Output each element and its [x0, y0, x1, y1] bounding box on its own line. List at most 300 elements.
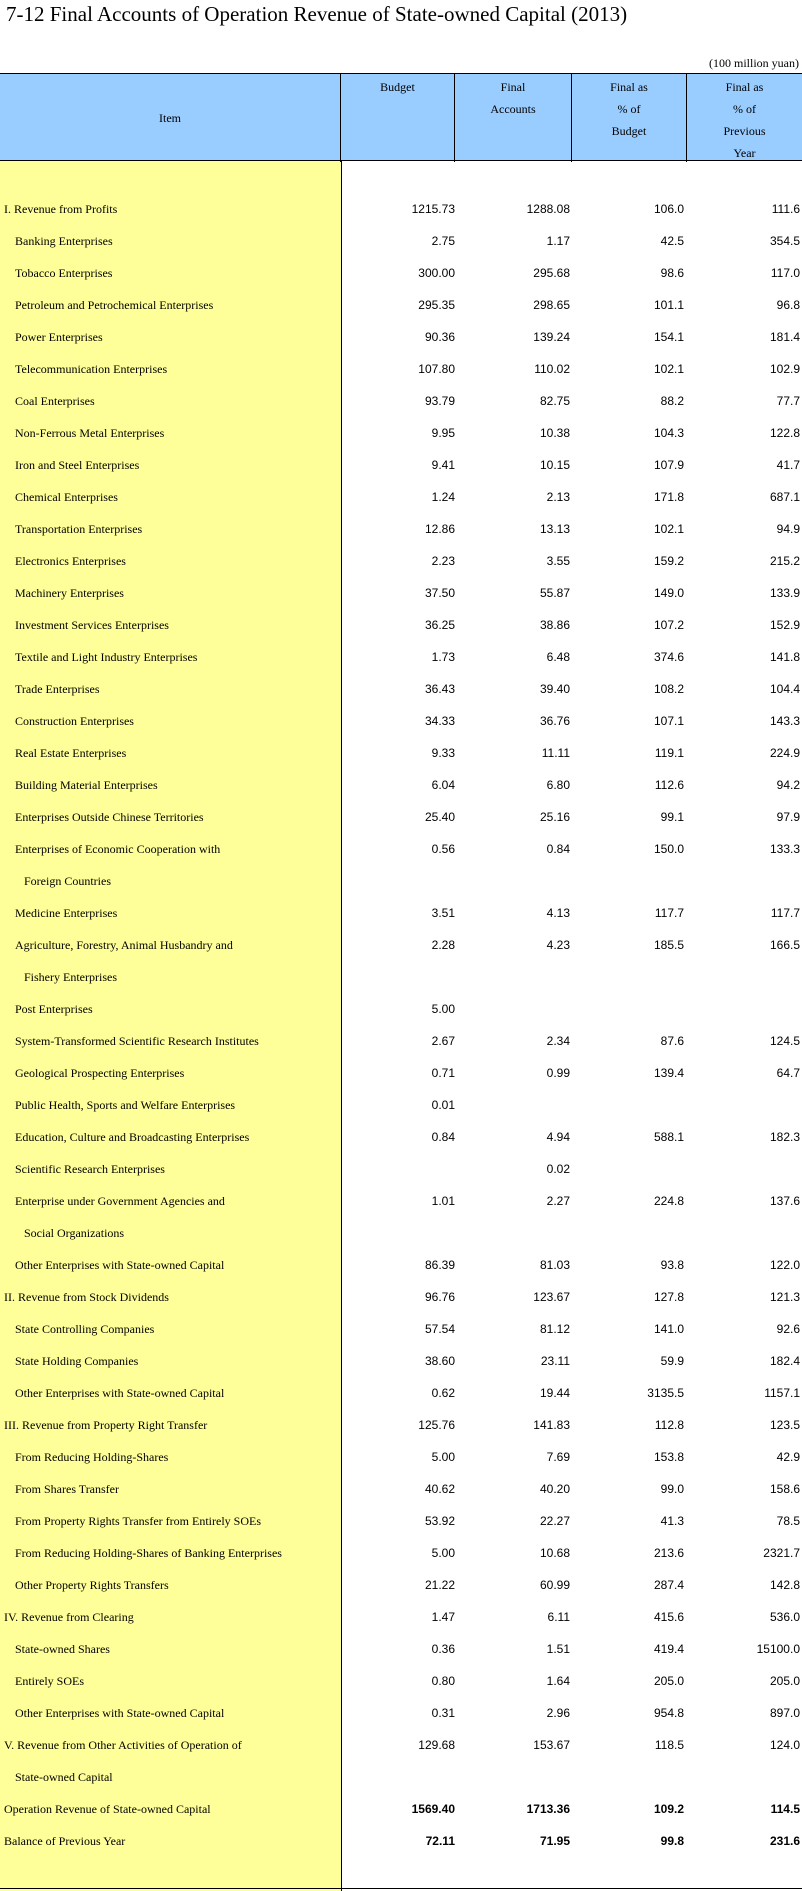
cell-pct-budget: 171.8: [653, 490, 684, 504]
row-label: State-owned Capital: [15, 1770, 113, 1784]
cell-budget: 129.68: [418, 1738, 455, 1752]
table-row: [0, 513, 802, 545]
cell-final-accounts: 1.17: [546, 234, 570, 248]
cell-budget: 36.25: [424, 618, 455, 632]
cell-pct-previous-year: 102.9: [769, 362, 800, 376]
cell-pct-previous-year: 133.3: [769, 842, 800, 856]
cell-final-accounts: 298.65: [533, 298, 570, 312]
cell-pct-previous-year: 94.2: [776, 778, 800, 792]
cell-pct-budget: 93.8: [660, 1258, 684, 1272]
header-final-line: Accounts: [490, 102, 536, 116]
row-label: From Shares Transfer: [15, 1482, 119, 1496]
table-row: [0, 1121, 802, 1153]
cell-final-accounts: 13.13: [539, 522, 570, 536]
row-label: II. Revenue from Stock Dividends: [4, 1290, 169, 1304]
cell-pct-budget: 102.1: [653, 362, 684, 376]
cell-pct-previous-year: 536.0: [769, 1610, 800, 1624]
table-row: [0, 321, 802, 353]
cell-pct-previous-year: 122.0: [769, 1258, 800, 1272]
cell-pct-previous-year: 124.0: [769, 1738, 800, 1752]
cell-pct-previous-year: 215.2: [769, 554, 800, 568]
cell-final-accounts: 6.11: [547, 1610, 570, 1624]
row-label: From Reducing Holding-Shares: [15, 1450, 169, 1464]
row-label: Machinery Enterprises: [15, 586, 124, 600]
row-label: Enterprise under Government Agencies and: [15, 1194, 225, 1208]
row-label: Education, Culture and Broadcasting Enterprises: [15, 1130, 250, 1144]
cell-budget: 9.95: [431, 426, 455, 440]
row-label: Enterprises of Economic Cooperation with: [15, 842, 221, 856]
cell-budget: 2.67: [431, 1034, 455, 1048]
cell-pct-previous-year: 97.9: [776, 810, 800, 824]
cell-final-accounts: 2.96: [546, 1706, 570, 1720]
table-row: [0, 385, 802, 417]
cell-pct-previous-year: 117.0: [770, 266, 800, 280]
cell-budget: 21.22: [424, 1578, 455, 1592]
cell-budget: 0.31: [431, 1706, 455, 1720]
cell-final-accounts: 1.51: [546, 1642, 570, 1656]
cell-pct-previous-year: 96.8: [776, 298, 800, 312]
cell-budget: 5.00: [431, 1002, 455, 1016]
cell-pct-budget: 154.1: [653, 330, 684, 344]
header-final-line: Final: [500, 80, 526, 94]
header-pct-budget: [572, 74, 687, 162]
row-label: V. Revenue from Other Activities of Operation of: [4, 1738, 242, 1752]
cell-pct-budget: 127.8: [653, 1290, 684, 1304]
cell-pct-budget: 41.3: [660, 1514, 684, 1528]
cell-final-accounts: 81.12: [539, 1322, 570, 1336]
cell-pct-budget: 287.4: [653, 1578, 684, 1592]
cell-pct-budget: 101.1: [653, 298, 684, 312]
cell-pct-budget: 42.5: [660, 234, 684, 248]
cell-pct-previous-year: 121.3: [769, 1290, 800, 1304]
row-label: Investment Services Enterprises: [15, 618, 169, 632]
cell-budget: 0.84: [431, 1130, 455, 1144]
data-table: [0, 73, 802, 1891]
row-label: Agriculture, Forestry, Animal Husbandry and: [15, 938, 233, 952]
cell-pct-budget: 149.0: [653, 586, 684, 600]
header-final-accounts: [455, 74, 572, 162]
header-pct-prev-line: Previous: [723, 124, 766, 138]
table-row: [0, 1505, 802, 1537]
cell-budget: 0.80: [431, 1674, 455, 1688]
cell-final-accounts: 141.83: [533, 1418, 570, 1432]
cell-budget: 72.11: [425, 1834, 455, 1848]
cell-pct-previous-year: 687.1: [769, 490, 800, 504]
cell-pct-budget: 118.5: [654, 1738, 684, 1752]
cell-pct-previous-year: 142.8: [769, 1578, 800, 1592]
table-row: [0, 353, 802, 385]
cell-budget: 295.35: [418, 298, 455, 312]
cell-pct-budget: 87.6: [660, 1034, 684, 1048]
table-row: [0, 577, 802, 609]
cell-final-accounts: 2.27: [546, 1194, 570, 1208]
cell-pct-budget: 117.7: [654, 906, 684, 920]
table-row: [0, 801, 802, 833]
cell-final-accounts: 39.40: [539, 682, 570, 696]
cell-pct-budget: 98.6: [660, 266, 684, 280]
cell-pct-previous-year: 205.0: [769, 1674, 800, 1688]
table-row: [0, 1089, 802, 1121]
cell-final-accounts: 55.87: [539, 586, 570, 600]
cell-budget: 12.86: [424, 522, 455, 536]
cell-pct-budget: 205.0: [653, 1674, 684, 1688]
header-item-label: Item: [159, 111, 181, 125]
table-row: [0, 1665, 802, 1697]
cell-pct-previous-year: 182.4: [769, 1354, 800, 1368]
row-label: Trade Enterprises: [15, 682, 100, 696]
cell-pct-budget: 107.9: [653, 458, 684, 472]
row-label: Social Organizations: [24, 1226, 125, 1240]
table-row: [0, 1633, 802, 1665]
cell-pct-previous-year: 158.6: [769, 1482, 800, 1496]
cell-budget: 0.71: [431, 1066, 455, 1080]
table-row: [0, 1153, 802, 1185]
cell-pct-budget: 159.2: [653, 554, 684, 568]
cell-final-accounts: 36.76: [539, 714, 570, 728]
header-budget-label: Budget: [380, 80, 415, 94]
row-label: From Reducing Holding-Shares of Banking Enterprises: [15, 1546, 282, 1560]
cell-final-accounts: 7.69: [546, 1450, 570, 1464]
row-label: Other Enterprises with State-owned Capital: [15, 1706, 225, 1720]
cell-pct-previous-year: 122.8: [769, 426, 800, 440]
cell-pct-previous-year: 141.8: [769, 650, 800, 664]
header-pct-prev-line: Final as: [725, 80, 764, 94]
row-label: Construction Enterprises: [15, 714, 134, 728]
cell-pct-previous-year: 1157.1: [764, 1386, 800, 1400]
row-label: From Property Rights Transfer from Entirely SOEs: [15, 1514, 261, 1528]
cell-budget: 1.73: [431, 650, 455, 664]
row-label: Scientific Research Enterprises: [15, 1162, 165, 1176]
cell-budget: 1.47: [431, 1610, 455, 1624]
cell-budget: 34.33: [424, 714, 455, 728]
table-row: [0, 641, 802, 673]
cell-pct-previous-year: 42.9: [776, 1450, 800, 1464]
table-row: [0, 1217, 802, 1249]
row-label: Transportation Enterprises: [15, 522, 143, 536]
table-row: [0, 1793, 802, 1825]
header-pct-prev-line: Year: [733, 146, 756, 160]
cell-final-accounts: 23.11: [540, 1354, 570, 1368]
table-row: [0, 1281, 802, 1313]
cell-pct-previous-year: 94.9: [776, 522, 800, 536]
table-row: [0, 193, 802, 225]
table-row: [0, 1345, 802, 1377]
cell-budget: 36.43: [424, 682, 455, 696]
cell-final-accounts: 38.86: [539, 618, 570, 632]
row-label: Real Estate Enterprises: [15, 746, 127, 760]
table-body: [0, 193, 802, 1857]
cell-pct-previous-year: 117.7: [770, 906, 800, 920]
table-row: [0, 1409, 802, 1441]
cell-pct-previous-year: 77.7: [776, 394, 800, 408]
cell-budget: 1215.73: [411, 202, 455, 216]
table-row: [0, 449, 802, 481]
cell-pct-previous-year: 41.7: [776, 458, 800, 472]
cell-budget: 9.41: [431, 458, 455, 472]
row-label: Other Enterprises with State-owned Capital: [15, 1258, 225, 1272]
table-row: [0, 865, 802, 897]
cell-final-accounts: 10.68: [539, 1546, 570, 1560]
row-label: Iron and Steel Enterprises: [15, 458, 140, 472]
cell-final-accounts: 60.99: [539, 1578, 570, 1592]
row-label: Geological Prospecting Enterprises: [15, 1066, 185, 1080]
cell-pct-budget: 3135.5: [647, 1386, 684, 1400]
cell-budget: 0.36: [431, 1642, 455, 1656]
cell-pct-budget: 99.0: [660, 1482, 684, 1496]
cell-final-accounts: 4.13: [546, 906, 570, 920]
row-label: Operation Revenue of State-owned Capital: [4, 1802, 211, 1816]
cell-pct-previous-year: 182.3: [769, 1130, 800, 1144]
cell-final-accounts: 2.13: [546, 490, 570, 504]
cell-final-accounts: 123.67: [533, 1290, 570, 1304]
table-header: [0, 73, 802, 161]
cell-budget: 2.23: [431, 554, 455, 568]
table-row: [0, 1697, 802, 1729]
cell-budget: 1.24: [431, 490, 455, 504]
table-row: [0, 1729, 802, 1761]
cell-final-accounts: 0.99: [546, 1066, 570, 1080]
row-label: Public Health, Sports and Welfare Enterprises: [15, 1098, 236, 1112]
cell-pct-previous-year: 143.3: [769, 714, 800, 728]
cell-final-accounts: 25.16: [539, 810, 570, 824]
cell-pct-budget: 213.6: [653, 1546, 684, 1560]
cell-budget: 90.36: [424, 330, 455, 344]
table-row: [0, 1473, 802, 1505]
cell-final-accounts: 0.84: [546, 842, 570, 856]
cell-budget: 40.62: [424, 1482, 455, 1496]
table-row: [0, 833, 802, 865]
cell-final-accounts: 40.20: [539, 1482, 570, 1496]
row-label: Chemical Enterprises: [15, 490, 118, 504]
cell-pct-budget: 99.1: [660, 810, 684, 824]
cell-final-accounts: 4.94: [546, 1130, 570, 1144]
cell-budget: 6.04: [431, 778, 455, 792]
cell-pct-previous-year: 104.4: [769, 682, 800, 696]
table-row: [0, 481, 802, 513]
table-row: [0, 961, 802, 993]
cell-pct-budget: 112.8: [654, 1418, 684, 1432]
page-title: 7-12 Final Accounts of Operation Revenue of State-owned Capital (2013): [6, 2, 628, 26]
table-row: [0, 1185, 802, 1217]
cell-budget: 38.60: [424, 1354, 455, 1368]
table-row: [0, 929, 802, 961]
cell-final-accounts: 153.67: [533, 1738, 570, 1752]
cell-pct-budget: 112.6: [654, 778, 684, 792]
cell-pct-budget: 139.4: [653, 1066, 684, 1080]
row-label: Balance of Previous Year: [4, 1834, 126, 1848]
cell-final-accounts: 81.03: [539, 1258, 570, 1272]
table-row: [0, 609, 802, 641]
row-label: Non-Ferrous Metal Enterprises: [15, 426, 165, 440]
table-row: [0, 417, 802, 449]
cell-budget: 0.01: [431, 1098, 455, 1112]
row-label: Telecommunication Enterprises: [15, 362, 168, 376]
header-pct-budget-line: % of: [617, 102, 641, 116]
table-bottom-border: [0, 1888, 802, 1889]
cell-budget: 2.28: [431, 938, 455, 952]
table-row: [0, 545, 802, 577]
cell-budget: 2.75: [431, 234, 455, 248]
row-label: Other Enterprises with State-owned Capital: [15, 1386, 225, 1400]
cell-budget: 37.50: [424, 586, 455, 600]
row-label: Tobacco Enterprises: [15, 266, 113, 280]
cell-budget: 86.39: [424, 1258, 455, 1272]
cell-budget: 1.01: [431, 1194, 455, 1208]
cell-final-accounts: 4.23: [546, 938, 570, 952]
cell-pct-budget: 102.1: [653, 522, 684, 536]
cell-pct-budget: 415.6: [653, 1610, 684, 1624]
table-row: [0, 673, 802, 705]
table-row: [0, 289, 802, 321]
cell-final-accounts: 1.64: [546, 1674, 570, 1688]
cell-final-accounts: 2.34: [546, 1034, 570, 1048]
cell-pct-previous-year: 137.6: [769, 1194, 800, 1208]
cell-pct-previous-year: 152.9: [769, 618, 800, 632]
row-label: Enterprises Outside Chinese Territories: [15, 810, 204, 824]
row-label: I. Revenue from Profits: [4, 202, 118, 216]
cell-pct-previous-year: 181.4: [769, 330, 800, 344]
cell-budget: 125.76: [418, 1418, 455, 1432]
cell-budget: 3.51: [431, 906, 455, 920]
cell-pct-budget: 104.3: [653, 426, 684, 440]
cell-pct-previous-year: 92.6: [776, 1322, 800, 1336]
table-row: [0, 1569, 802, 1601]
cell-pct-budget: 59.9: [660, 1354, 684, 1368]
table-row: [0, 1601, 802, 1633]
row-label: IV. Revenue from Clearing: [4, 1610, 134, 1624]
header-budget: [341, 74, 455, 162]
table-row: [0, 993, 802, 1025]
cell-final-accounts: 139.24: [533, 330, 570, 344]
cell-budget: 96.76: [424, 1290, 455, 1304]
unit-note: (100 million yuan): [709, 56, 799, 70]
cell-budget: 107.80: [418, 362, 455, 376]
table-row: [0, 769, 802, 801]
cell-final-accounts: 1713.36: [526, 1802, 570, 1816]
cell-final-accounts: 71.95: [539, 1834, 570, 1848]
cell-pct-previous-year: 231.6: [769, 1834, 800, 1848]
cell-pct-budget: 141.0: [653, 1322, 684, 1336]
table-row: [0, 1313, 802, 1345]
row-label: Other Property Rights Transfers: [15, 1578, 169, 1592]
cell-final-accounts: 1288.08: [526, 202, 570, 216]
cell-pct-previous-year: 166.5: [769, 938, 800, 952]
cell-final-accounts: 3.55: [546, 554, 570, 568]
cell-pct-budget: 374.6: [653, 650, 684, 664]
cell-pct-budget: 107.1: [653, 714, 684, 728]
cell-pct-previous-year: 2321.7: [763, 1546, 800, 1560]
cell-pct-previous-year: 123.5: [769, 1418, 800, 1432]
cell-budget: 93.79: [424, 394, 455, 408]
cell-pct-previous-year: 78.5: [776, 1514, 800, 1528]
cell-budget: 25.40: [424, 810, 455, 824]
row-label: System-Transformed Scientific Research Institutes: [15, 1034, 259, 1048]
cell-pct-previous-year: 224.9: [769, 746, 800, 760]
cell-pct-budget: 108.2: [653, 682, 684, 696]
row-label: Power Enterprises: [15, 330, 103, 344]
row-label: Coal Enterprises: [15, 394, 95, 408]
table-row: [0, 1025, 802, 1057]
cell-pct-budget: 150.0: [653, 842, 684, 856]
table-row: [0, 897, 802, 929]
cell-pct-previous-year: 114.5: [770, 1802, 800, 1816]
cell-budget: 5.00: [431, 1546, 455, 1560]
row-label: Foreign Countries: [24, 874, 111, 888]
cell-pct-previous-year: 354.5: [769, 234, 800, 248]
cell-pct-budget: 88.2: [660, 394, 684, 408]
row-label: Post Enterprises: [15, 1002, 93, 1016]
cell-final-accounts: 295.68: [533, 266, 570, 280]
cell-final-accounts: 22.27: [539, 1514, 570, 1528]
cell-budget: 53.92: [424, 1514, 455, 1528]
cell-pct-budget: 107.2: [653, 618, 684, 632]
header-pct-prev-line: % of: [733, 102, 756, 116]
row-label: Building Material Enterprises: [15, 778, 158, 792]
row-label: Petroleum and Petrochemical Enterprises: [15, 298, 214, 312]
header-pct-budget-line: Budget: [611, 124, 647, 138]
cell-final-accounts: 0.02: [546, 1162, 570, 1176]
cell-pct-budget: 106.0: [653, 202, 684, 216]
table-row: [0, 705, 802, 737]
row-label: Banking Enterprises: [15, 234, 113, 248]
cell-pct-previous-year: 124.5: [769, 1034, 800, 1048]
cell-final-accounts: 10.15: [539, 458, 570, 472]
cell-budget: 9.33: [431, 746, 455, 760]
header-pct-previous-year: [687, 74, 802, 162]
row-label: Electronics Enterprises: [15, 554, 126, 568]
cell-final-accounts: 82.75: [539, 394, 570, 408]
cell-final-accounts: 11.11: [541, 746, 570, 760]
cell-final-accounts: 10.38: [539, 426, 570, 440]
table-row: [0, 1377, 802, 1409]
row-label: Fishery Enterprises: [24, 970, 117, 984]
cell-budget: 0.62: [431, 1386, 455, 1400]
table-row: [0, 1537, 802, 1569]
cell-pct-budget: 99.8: [660, 1834, 684, 1848]
row-label: Entirely SOEs: [15, 1674, 84, 1688]
table-row: [0, 1249, 802, 1281]
cell-budget: 57.54: [424, 1322, 455, 1336]
cell-pct-budget: 185.5: [653, 938, 684, 952]
cell-pct-previous-year: 133.9: [769, 586, 800, 600]
table-row: [0, 225, 802, 257]
cell-pct-budget: 119.1: [654, 746, 684, 760]
table-row: [0, 1825, 802, 1857]
row-label: III. Revenue from Property Right Transfer: [4, 1418, 208, 1432]
header-item: [0, 74, 341, 162]
row-label: Textile and Light Industry Enterprises: [15, 650, 198, 664]
cell-pct-budget: 588.1: [653, 1130, 684, 1144]
row-label: Medicine Enterprises: [15, 906, 118, 920]
cell-budget: 5.00: [431, 1450, 455, 1464]
cell-final-accounts: 6.80: [546, 778, 570, 792]
header-pct-budget-line: Final as: [610, 80, 648, 94]
table-row: [0, 257, 802, 289]
table-row: [0, 1057, 802, 1089]
cell-pct-previous-year: 897.0: [769, 1706, 800, 1720]
cell-final-accounts: 110.02: [534, 362, 570, 376]
row-label: State Controlling Companies: [15, 1322, 155, 1336]
cell-pct-budget: 153.8: [653, 1450, 684, 1464]
row-label: State Holding Companies: [15, 1354, 139, 1368]
cell-budget: 0.56: [431, 842, 455, 856]
cell-pct-previous-year: 15100.0: [756, 1642, 800, 1656]
row-label: State-owned Shares: [15, 1642, 110, 1656]
table-row: [0, 737, 802, 769]
cell-pct-budget: 419.4: [653, 1642, 684, 1656]
cell-budget: 300.00: [418, 266, 455, 280]
cell-pct-budget: 954.8: [653, 1706, 684, 1720]
